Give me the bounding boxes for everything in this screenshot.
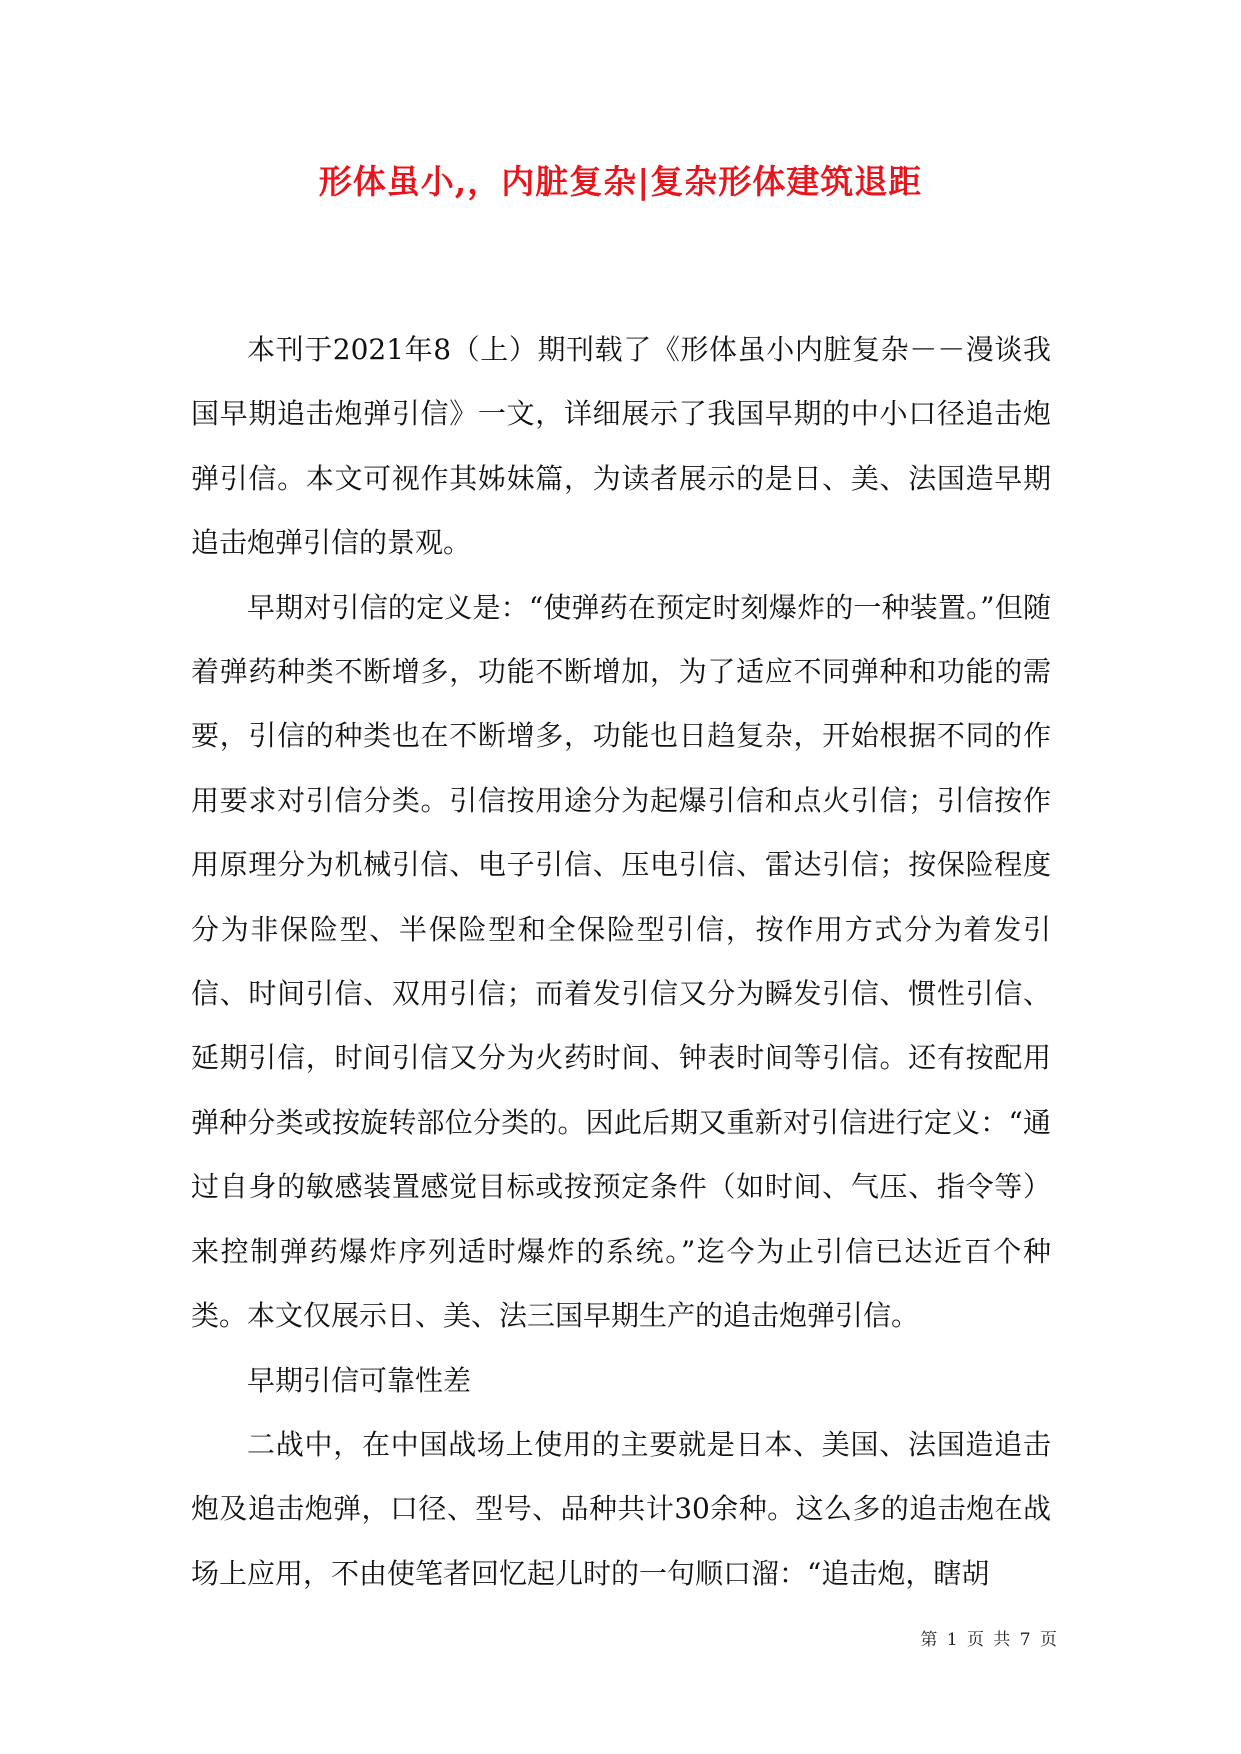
section-heading: 早期引信可靠性差 [247,1363,472,1397]
page-number: 第 1 页 共 7 页 [920,1630,1059,1650]
paragraph-wwii: 二战中，在中国战场上使用的主要就是日本、美国、法国造追击炮及追击炮弹，口径、型号、品种共计30余种。这么多的追击炮在战场上应用，不由使笔者回忆起儿时的一句顺口溜：“追击炮，瞎胡 [191,1427,1051,1590]
paragraph-definition: 早期对引信的定义是：“使弹药在预定时刻爆炸的一种装置。”但随着弹药种类不断增多，功能不断增加，为了适应不同弹种和功能的需要，引信的种类也在不断增多，功能也日趋复杂，开始根据不同的作用要求对引信分类。引信按用途分为起爆引信和点火引信；引信按作用原理分为机械引信、电子引信、压电引信、雷达引信；按保险程度分为非保险型、半保险型和全保险型引信，按作用方式分为着发引信、时间引信、双用引信；而着发引信又分为瞬发引信、惯性引信、延期引信，时间引信又分为火药时间、钟表时间等引信。还有按配用弹种分类或按旋转部位分类的。因此后期又重新对引信进行定义：“通过自身的敏感装置感觉目标或按预定条件（如时间、气压、指令等）来控制弹药爆炸序列适时爆炸的系统。”迄今为止引信已达近百个种类。本文仅展示日、美、法三国早期生产的追击炮弹引信。 [191,590,1051,1333]
document-title: 形体虽小,，内脏复杂|复杂形体建筑退距 [318,162,923,201]
paragraph-intro: 本刊于2021年8（上）期刊载了《形体虽小内脏复杂－－漫谈我国早期追击炮弹引信》一文，详细展示了我国早期的中小口径追击炮弹引信。本文可视作其姊妹篇，为读者展示的是日、美、法国造早期追击炮弹引信的景观。 [191,333,1051,560]
document-body [191,318,1051,1606]
